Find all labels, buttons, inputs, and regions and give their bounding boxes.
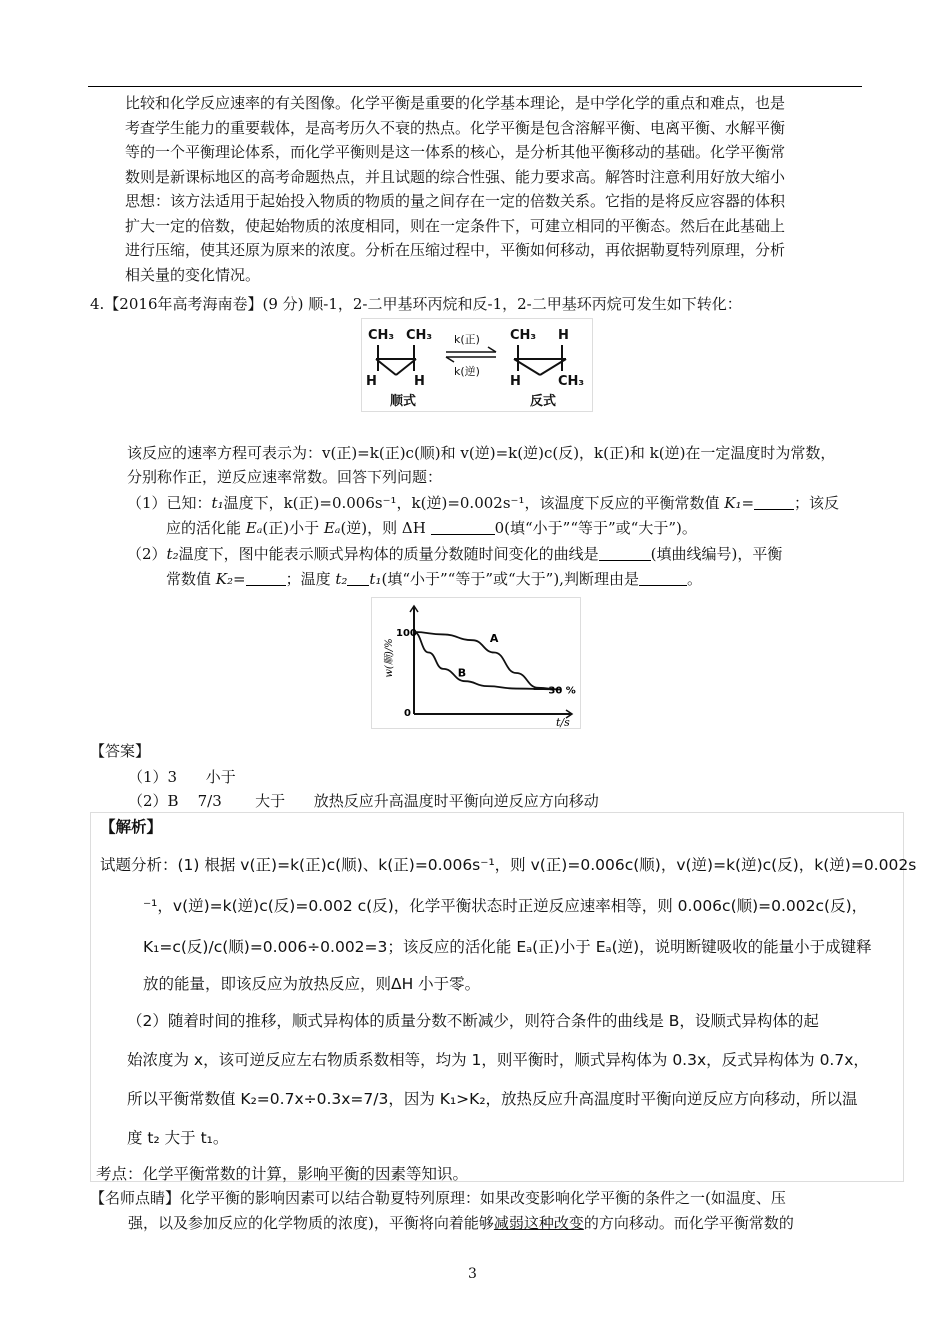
rate-line-2: 分别称作正，逆反应速率常数。回答下列问题： [127, 468, 443, 486]
analysis-line: 始浓度为 x，该可逆反应左右物质系数相等，均为 1，则平衡时，顺式异构体为 0.3x，反式异构体为 0.7x， [127, 1051, 869, 1069]
k-reverse-label: k(逆) [454, 365, 480, 378]
x-axis-label: t/s [556, 716, 570, 728]
blank-temp[interactable] [347, 571, 369, 586]
para-line: 思想：该方法适用于起始投入物质的物质的量之间存在一定的倍数关系。它指的是将反应容器的体积 [125, 192, 786, 210]
cis-h-right: H [414, 374, 425, 389]
para-line: 相关量的变化情况。 [125, 265, 261, 284]
mingshi-text-a: 强，以及参加反应的化学物质的浓度)，平衡将向着能够 [128, 1214, 494, 1232]
mingshi-underlined: 减弱这种改变 [493, 1214, 584, 1232]
cis-ch3-right: CH₃ [406, 328, 433, 343]
para-line: 比较和化学反应速率的有关图像。化学平衡是重要的化学基本理论，是中学化学的重点和难点，也是 [125, 94, 786, 112]
blank-k1[interactable] [754, 495, 794, 510]
para-line: 扩大一定的倍数，使起始物质的浓度相同，则在一定条件下，可建立相同的平衡态。然后在此基础上 [125, 216, 786, 235]
analysis-line: 试题分析：(1) 根据 v(正)=k(正)c(顺)、k(正)=0.006s⁻¹，则 v(正)=0.006c(顺)，v(逆)=k(逆)c(反)，k(逆)=0.002s [100, 856, 917, 874]
mingshi-line-2 [128, 1211, 794, 1235]
y-tick-label-0: 0 [404, 708, 411, 719]
cis-h-left: H [366, 374, 377, 389]
blank-reason[interactable] [639, 571, 687, 586]
reason-prefix: (填“小于”“等于”或“大于”),判断理由是 [381, 570, 639, 588]
series-label-A: A [489, 631, 499, 645]
part2-suffix: (填曲线编号)，平衡 [650, 545, 783, 563]
t1-symbol: t₁ [211, 494, 224, 512]
page-number: 3 [468, 1266, 477, 1282]
part-1-line-1 [127, 491, 839, 515]
ea-compare: (正)小于 [262, 519, 324, 537]
trans-ch3-top: CH₃ [510, 328, 537, 343]
mass-fraction-chart [371, 597, 581, 729]
k2-symbol: K₂ [215, 570, 234, 588]
para-line: 考查学生能力的重要载体，是高考历久不衰的热点。化学平衡是包含溶解平衡、电离平衡、水解平衡 [125, 118, 786, 137]
ea-prefix: 应的活化能 [166, 519, 246, 537]
trans-ch3-bottom: CH₃ [558, 374, 585, 389]
mingshi-text-b: 的方向移动。而化学平衡常数的 [583, 1214, 794, 1232]
answer-heading: 【答案】 [90, 742, 151, 760]
answer-line-1: （1）3 小于 [128, 768, 236, 786]
cis-label: 顺式 [390, 394, 417, 409]
reaction-scheme-svg [362, 319, 592, 411]
part-2-line-2 [166, 567, 702, 591]
para-line: 数则是新课标地区的高考命题热点，并且试题的综合性强、能力要求高。解答时注意利用好放大缩小 [125, 167, 786, 186]
k-forward-label: k(正) [454, 333, 480, 346]
part2-prefix: （2） [127, 545, 167, 563]
trans-label: 反式 [530, 394, 557, 409]
k2-prefix: 常数值 [166, 570, 216, 588]
header-rule [88, 86, 862, 87]
t2-symbol: t₂ [166, 545, 179, 563]
delta-h-text: (逆)，则 ΔH [340, 519, 431, 537]
analysis-line: 所以平衡常数值 K₂=0.7x÷0.3x=7/3，因为 K₁>K₂，放热反应升高温度时平衡向逆反应方向移动，所以温 [127, 1090, 858, 1108]
question-4-title: 4.【2016年高考海南卷】(9 分) 顺-1，2-二甲基环丙烷和反-1，2-二甲基环丙烷可发生如下转化： [90, 295, 742, 313]
answer-line-2: （2）B 7/3 大于 放热反应升高温度时平衡向逆反应方向移动 [128, 792, 599, 810]
equilibrium-annotation: 30 % [548, 685, 576, 697]
para-line: 等的一个平衡理论体系，而化学平衡则是这一体系的核心，是分析其他平衡移动的基础。化学平衡常 [125, 143, 786, 161]
trans-h-bottom: H [510, 374, 521, 389]
series-line-B [414, 632, 560, 689]
analysis-line: 放的能量，即该反应为放热反应，则ΔH 小于零。 [143, 975, 481, 993]
analysis-kaodian: 考点：化学平衡常数的计算，影响平衡的因素等知识。 [96, 1165, 469, 1183]
blank-curve[interactable] [599, 546, 651, 561]
ea-forward-symbol: Eₐ [245, 519, 263, 537]
temp-prefix: ；温度 [285, 570, 336, 588]
intro-paragraph [125, 91, 785, 287]
chart-svg [372, 598, 580, 728]
para-line: 进行压缩，使其还原为原来的浓度。分析在压缩过程中，平衡如何移动，再依据勒夏特列原理，分析 [125, 241, 786, 259]
analysis-line: ⁻¹，v(逆)=k(逆)c(反)=0.002 c(反)，化学平衡状态时正逆反应速率相等，则 0.006c(顺)=0.002c(反)， [143, 897, 868, 915]
analysis-line: 度 t₂ 大于 t₁。 [127, 1129, 229, 1147]
y-axis-label: w(顺)/% [384, 638, 395, 678]
part1-prefix: （1）已知： [127, 494, 212, 512]
part2-text: 温度下，图中能表示顺式异构体的质量分数随时间变化的曲线是 [178, 545, 599, 563]
part-2-line-1 [127, 542, 782, 566]
reaction-scheme [361, 318, 593, 412]
blank-delta-h[interactable] [431, 520, 495, 535]
cis-ch3-left: CH₃ [368, 328, 395, 343]
part1-text: 温度下，k(正)=0.006s⁻¹，k(逆)=0.002s⁻¹，该温度下反应的平衡常数值 [223, 494, 725, 512]
analysis-line: （2）随着时间的推移，顺式异构体的质量分数不断减少，则符合条件的曲线是 B，设顺式异构体的起 [127, 1012, 819, 1030]
t1-symbol: t₁ [369, 570, 382, 588]
k1-symbol: K₁ [724, 494, 742, 512]
series-label-B: B [457, 666, 467, 680]
analysis-line: K₁=c(反)/c(顺)=0.006÷0.002=3；该反应的活化能 Eₐ(正)小于 Eₐ(逆)，说明断键吸收的能量小于成键释 [143, 938, 872, 956]
part-1-line-2 [166, 516, 697, 540]
period: 。 [686, 570, 702, 588]
trans-h-top: H [558, 328, 569, 343]
ea-reverse-symbol: Eₐ [323, 519, 341, 537]
rate-line-1: 该反应的速率方程可表示为：v(正)=k(正)c(顺)和 v(逆)=k(逆)c(反)，k(正)和 k(逆)在一定温度时为常数， [127, 444, 836, 462]
analysis-heading: 【解析】 [100, 818, 163, 836]
blank-k2[interactable] [246, 571, 286, 586]
part1-hint: 0(填“小于”“等于”或“大于”)。 [494, 519, 697, 537]
part1-suffix: ；该反 [794, 494, 840, 512]
equals: = [233, 570, 246, 588]
equals: = [741, 494, 755, 512]
mingshi-line-1: 【名师点睛】化学平衡的影响因素可以结合勒夏特列原理：如果改变影响化学平衡的条件之一(如温度、压 [90, 1189, 786, 1207]
t2-symbol: t₂ [335, 570, 348, 588]
y-tick-label-100: 100 [396, 628, 417, 639]
